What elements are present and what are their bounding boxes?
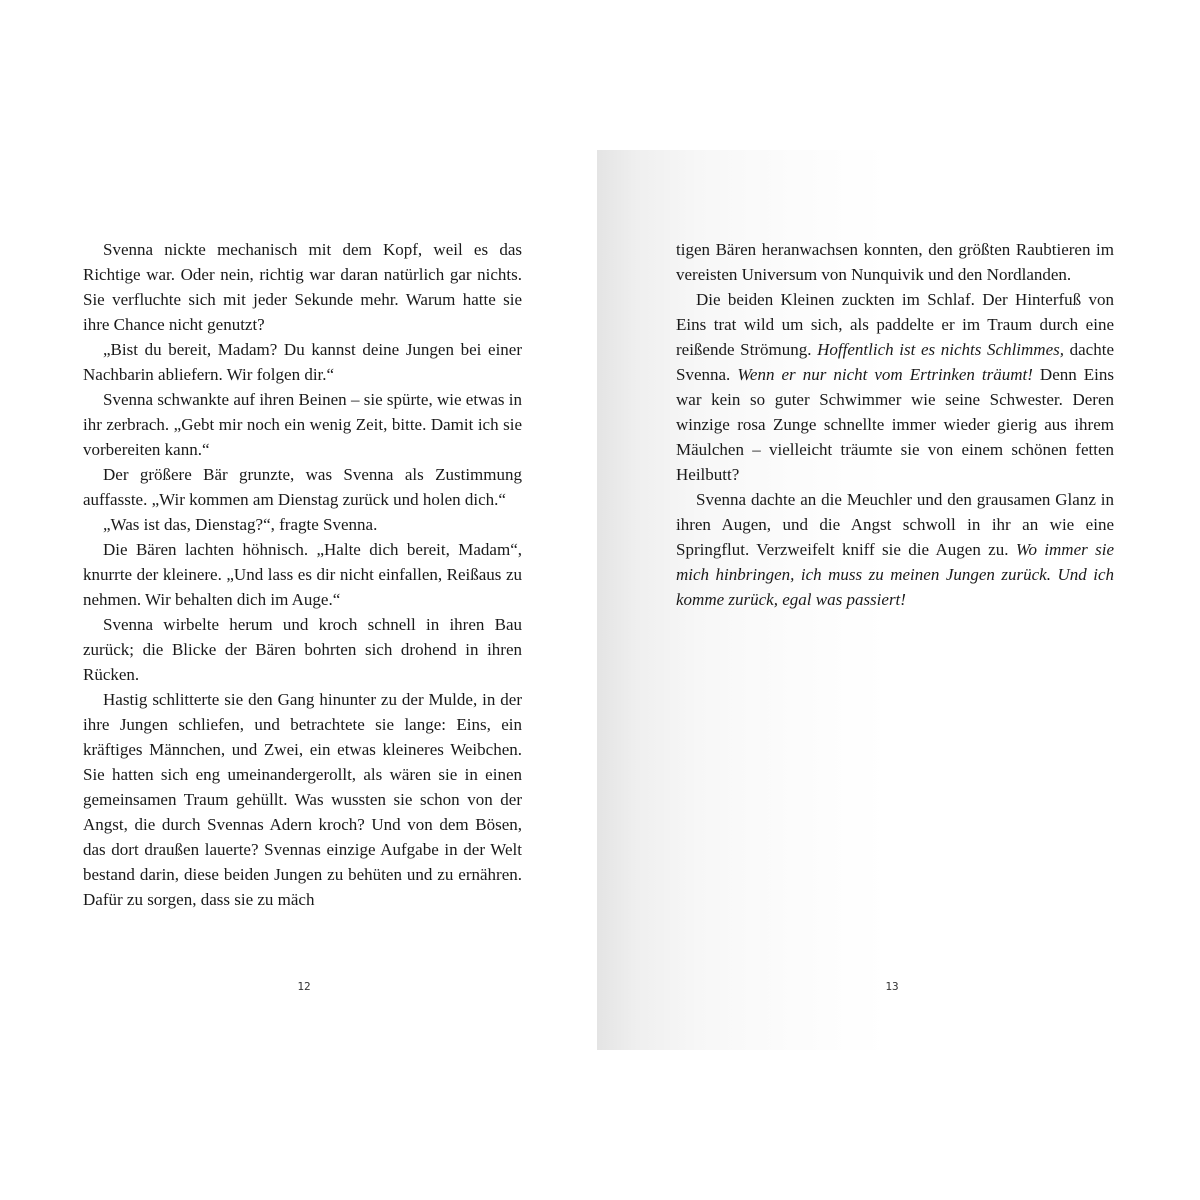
paragraph: „Was ist das, Dienstag?“, fragte Svenna. — [103, 515, 378, 534]
paragraph: Svenna nickte mechanisch mit dem Kopf, weil es das Richtige war. Oder nein, richtig war daran natürlich gar nichts. Sie verfluchte sich mit jeder Sekunde mehr. Warum hatte sie ihre Chance nicht genutzt? — [83, 240, 522, 334]
paragraph: Svenna wirbelte herum und kroch schnell in ihren Bau zurück; die Blicke der Bären bohrten sich drohend in ihren Rücken. — [83, 615, 522, 684]
text-run: dachte Svenna. — [676, 340, 1114, 384]
paragraph: Hastig schlitterte sie den Gang hinunter zu der Mulde, in der ihre Jungen schliefen, und betrachtete sie lange: Eins, ein kräftiges Männchen, und Zwei, ein etwas kleineres Weibchen. Sie hatten sich eng umeinandergerollt, als wären sie in einen gemeinsamen Traum gehüllt. Was wussten sie schon von der Angst, die durch Svennas Adern kroch? Und von dem Bösen, das dort draußen lauerte? Svennas einzige Aufgabe in der Welt bestand darin, diese beiden Jungen zu behüten und zu ernähren. Dafür zu sorgen, dass sie zu mäch — [83, 690, 522, 909]
paragraph: Die Bären lachten höhnisch. „Halte dich bereit, Madam“, knurrte der kleinere. „Und lass es dir nicht einfallen, Reißaus zu nehmen. Wir behalten dich im Auge.“ — [83, 540, 522, 609]
text-run: Svenna dachte an die Meuchler und den grausamen Glanz in ihren Augen, und die Angst schwoll in ihr an wie eine Springflut. Verzweifelt kniff sie die Augen zu. — [676, 490, 1114, 559]
left-page-text — [83, 237, 522, 912]
paragraph: „Bist du bereit, Madam? Du kannst deine Jungen bei einer Nachbarin abliefern. Wir folgen dir.“ — [83, 340, 522, 384]
paragraph: Der größere Bär grunzte, was Svenna als Zustimmung auffasste. „Wir kommen am Dienstag zurück und holen dich.“ — [83, 465, 522, 509]
paragraph — [676, 287, 1114, 487]
page-number-left: 12 — [297, 980, 311, 993]
right-page-text — [676, 237, 1114, 612]
paragraph-continuation: tigen Bären heranwachsen konnten, den größten Raubtieren im vereisten Universum von Nunquivik und den Nordlanden. — [676, 240, 1114, 284]
italic-thought: Hoffentlich ist es nichts Schlimmes, — [817, 340, 1064, 359]
page-number-right: 13 — [885, 980, 899, 993]
right-page — [597, 150, 1200, 1050]
paragraph: Svenna schwankte auf ihren Beinen – sie spürte, wie etwas in ihr zerbrach. „Gebt mir noch ein wenig Zeit, bitte. Damit ich sie vorbereiten kann.“ — [83, 390, 522, 459]
left-page — [0, 150, 603, 1050]
italic-thought: Wo immer sie mich hinbringen, ich muss zu meinen Jungen zurück. Und ich komme zurück, egal was passiert! — [676, 540, 1114, 609]
text-run: Denn Eins war kein so guter Schwimmer wie seine Schwester. Deren winzige rosa Zunge schnellte immer wieder gierig aus ihrem Mäulchen – vielleicht träumte sie von einem schönen fetten Heilbutt? — [676, 365, 1115, 484]
text-run: Die beiden Kleinen zuckten im Schlaf. Der Hinterfuß von Eins trat wild um sich, als paddelte er im Traum durch eine reißende Strömung. — [676, 290, 1114, 359]
paragraph — [676, 487, 1114, 612]
italic-thought: Wenn er nur nicht vom Ertrinken träumt! — [737, 365, 1033, 384]
